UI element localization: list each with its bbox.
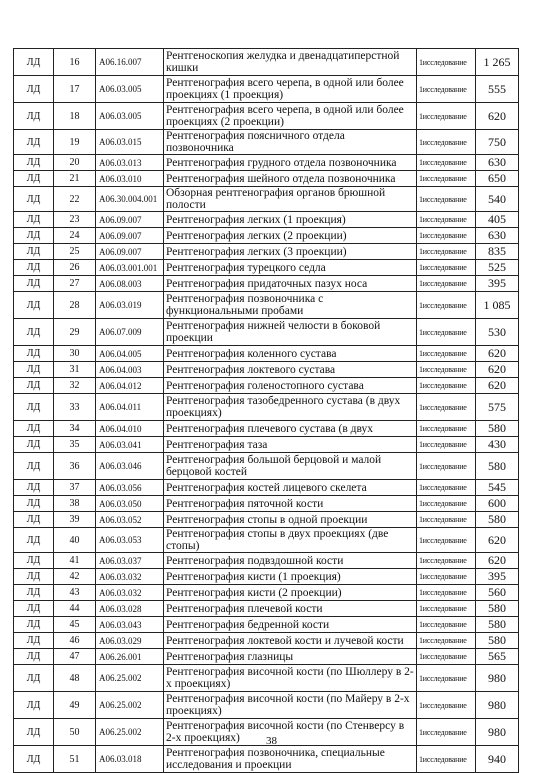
table-row [14,633,519,649]
service-code-cell: A06.03.032 [96,585,164,601]
service-code-cell: A06.03.013 [96,155,164,171]
price-cell: 980 [476,719,519,746]
department-cell: ЛД [14,692,54,719]
service-code-cell: A06.09.007 [96,228,164,244]
service-name-cell: Рентгенография позвоночника, специальные исследования и проекции [164,746,417,773]
unit-cell: 1исследование [417,569,476,585]
row-number-cell: 17 [54,76,96,103]
department-cell: ЛД [14,260,54,276]
table-row [14,528,519,553]
table-row [14,187,519,212]
row-number-cell: 49 [54,692,96,719]
unit-cell: 1исследование [417,746,476,773]
row-number-cell: 28 [54,292,96,319]
table-row [14,260,519,276]
service-name-cell: Рентгенография кисти (1 проекция) [164,569,417,585]
row-number-cell: 21 [54,171,96,187]
service-name-cell: Рентгенография всего черепа, в одной или более проекциях (1 проекция) [164,76,417,103]
price-cell: 540 [476,187,519,212]
service-code-cell: A06.04.010 [96,421,164,437]
service-code-cell: A06.03.046 [96,453,164,480]
table-row [14,319,519,346]
table-row [14,649,519,665]
service-code-cell: A06.03.029 [96,633,164,649]
price-cell: 530 [476,319,519,346]
table-row [14,585,519,601]
price-cell: 395 [476,276,519,292]
table-row [14,569,519,585]
row-number-cell: 34 [54,421,96,437]
department-cell: ЛД [14,649,54,665]
unit-cell: 1исследование [417,437,476,453]
row-number-cell: 46 [54,633,96,649]
price-cell: 580 [476,453,519,480]
department-cell: ЛД [14,244,54,260]
row-number-cell: 36 [54,453,96,480]
service-code-cell: A06.03.018 [96,746,164,773]
table-row [14,437,519,453]
department-cell: ЛД [14,187,54,212]
unit-cell: 1исследование [417,528,476,553]
page-number: 38 [266,735,277,747]
row-number-cell: 47 [54,649,96,665]
unit-cell: 1исследование [417,319,476,346]
unit-cell: 1исследование [417,585,476,601]
unit-cell: 1исследование [417,362,476,378]
price-cell: 650 [476,171,519,187]
unit-cell: 1исследование [417,130,476,155]
unit-cell: 1исследование [417,601,476,617]
service-name-cell: Рентгенография глазницы [164,649,417,665]
table-row [14,665,519,692]
table-row [14,378,519,394]
table-row [14,553,519,569]
table-row [14,394,519,421]
row-number-cell: 41 [54,553,96,569]
price-cell: 620 [476,528,519,553]
department-cell: ЛД [14,617,54,633]
price-cell: 555 [476,76,519,103]
service-code-cell: A06.09.007 [96,212,164,228]
service-name-cell: Рентгеноскопия желудка и двенадцатиперстной кишки [164,49,417,76]
row-number-cell: 16 [54,49,96,76]
department-cell: ЛД [14,453,54,480]
service-code-cell: A06.26.001 [96,649,164,665]
price-cell: 600 [476,496,519,512]
service-name-cell: Рентгенография височной кости (по Шюллеру в 2-х проекциях) [164,665,417,692]
service-code-cell: A06.03.056 [96,480,164,496]
department-cell: ЛД [14,212,54,228]
unit-cell: 1исследование [417,260,476,276]
service-name-cell: Рентгенография придаточных пазух носа [164,276,417,292]
price-cell: 1 085 [476,292,519,319]
department-cell: ЛД [14,171,54,187]
unit-cell: 1исследование [417,212,476,228]
unit-cell: 1исследование [417,155,476,171]
row-number-cell: 44 [54,601,96,617]
price-cell: 575 [476,394,519,421]
service-code-cell: A06.03.019 [96,292,164,319]
department-cell: ЛД [14,76,54,103]
service-code-cell: A06.03.032 [96,569,164,585]
row-number-cell: 23 [54,212,96,228]
unit-cell: 1исследование [417,496,476,512]
table-row [14,212,519,228]
row-number-cell: 18 [54,103,96,130]
price-cell: 430 [476,437,519,453]
price-cell: 620 [476,378,519,394]
department-cell: ЛД [14,319,54,346]
table-row [14,155,519,171]
row-number-cell: 32 [54,378,96,394]
unit-cell: 1исследование [417,346,476,362]
department-cell: ЛД [14,378,54,394]
department-cell: ЛД [14,601,54,617]
row-number-cell: 19 [54,130,96,155]
service-name-cell: Обзорная рентгенография органов брюшной полости [164,187,417,212]
price-cell: 980 [476,692,519,719]
row-number-cell: 26 [54,260,96,276]
service-name-cell: Рентгенография легких (1 проекция) [164,212,417,228]
service-name-cell: Рентгенография стопы в двух проекциях (две стопы) [164,528,417,553]
service-name-cell: Рентгенография легких (2 проекции) [164,228,417,244]
unit-cell: 1исследование [417,103,476,130]
row-number-cell: 39 [54,512,96,528]
department-cell: ЛД [14,719,54,746]
service-name-cell: Рентгенография плечевого сустава (в двух [164,421,417,437]
price-cell: 980 [476,665,519,692]
service-name-cell: Рентгенография турецкого седла [164,260,417,276]
row-number-cell: 48 [54,665,96,692]
price-cell: 750 [476,130,519,155]
price-cell: 405 [476,212,519,228]
department-cell: ЛД [14,480,54,496]
service-name-cell: Рентгенография височной кости (по Стенверсу в 2-х проекциях) [164,719,417,746]
department-cell: ЛД [14,49,54,76]
service-code-cell: A06.04.012 [96,378,164,394]
row-number-cell: 27 [54,276,96,292]
department-cell: ЛД [14,746,54,773]
table-row [14,276,519,292]
unit-cell: 1исследование [417,633,476,649]
service-code-cell: A06.09.007 [96,244,164,260]
department-cell: ЛД [14,633,54,649]
service-code-cell: A06.03.010 [96,171,164,187]
unit-cell: 1исследование [417,512,476,528]
unit-cell: 1исследование [417,228,476,244]
unit-cell: 1исследование [417,292,476,319]
row-number-cell: 25 [54,244,96,260]
price-cell: 525 [476,260,519,276]
unit-cell: 1исследование [417,171,476,187]
price-cell: 1 265 [476,49,519,76]
service-code-cell: A06.25.002 [96,719,164,746]
unit-cell: 1исследование [417,187,476,212]
service-code-cell: A06.04.003 [96,362,164,378]
price-cell: 545 [476,480,519,496]
department-cell: ЛД [14,155,54,171]
price-cell: 580 [476,601,519,617]
row-number-cell: 31 [54,362,96,378]
unit-cell: 1исследование [417,421,476,437]
table-row [14,130,519,155]
service-name-cell: Рентгенография локтевой кости и лучевой кости [164,633,417,649]
unit-cell: 1исследование [417,49,476,76]
row-number-cell: 38 [54,496,96,512]
unit-cell: 1исследование [417,244,476,260]
price-list-body [14,49,519,773]
table-row [14,692,519,719]
service-code-cell: A06.03.050 [96,496,164,512]
service-code-cell: A06.03.053 [96,528,164,553]
service-name-cell: Рентгенография шейного отдела позвоночника [164,171,417,187]
service-name-cell: Рентгенография подвздошной кости [164,553,417,569]
service-code-cell: A06.03.037 [96,553,164,569]
service-code-cell: A06.08.003 [96,276,164,292]
table-row [14,617,519,633]
service-code-cell: A06.07.009 [96,319,164,346]
row-number-cell: 22 [54,187,96,212]
price-cell: 620 [476,346,519,362]
service-name-cell: Рентгенография грудного отдела позвоночника [164,155,417,171]
unit-cell: 1исследование [417,692,476,719]
service-code-cell: A06.04.005 [96,346,164,362]
table-row [14,76,519,103]
service-code-cell: A06.04.011 [96,394,164,421]
table-row [14,49,519,76]
unit-cell: 1исследование [417,553,476,569]
unit-cell: 1исследование [417,617,476,633]
service-code-cell: A06.03.001.001 [96,260,164,276]
unit-cell: 1исследование [417,719,476,746]
service-name-cell: Рентгенография кисти (2 проекции) [164,585,417,601]
price-cell: 395 [476,569,519,585]
table-row [14,362,519,378]
row-number-cell: 20 [54,155,96,171]
row-number-cell: 40 [54,528,96,553]
price-cell: 620 [476,553,519,569]
service-name-cell: Рентгенография локтевого сустава [164,362,417,378]
unit-cell: 1исследование [417,394,476,421]
service-name-cell: Рентгенография позвоночника с функциональными пробами [164,292,417,319]
service-name-cell: Рентгенография плечевой кости [164,601,417,617]
service-code-cell: A06.03.015 [96,130,164,155]
department-cell: ЛД [14,528,54,553]
table-row [14,746,519,773]
table-row [14,453,519,480]
unit-cell: 1исследование [417,378,476,394]
table-row [14,601,519,617]
row-number-cell: 50 [54,719,96,746]
department-cell: ЛД [14,292,54,319]
unit-cell: 1исследование [417,276,476,292]
price-cell: 630 [476,155,519,171]
table-row [14,496,519,512]
price-cell: 620 [476,103,519,130]
price-cell: 565 [476,649,519,665]
department-cell: ЛД [14,421,54,437]
row-number-cell: 33 [54,394,96,421]
service-name-cell: Рентгенография большой берцовой и малой берцовой костей [164,453,417,480]
service-code-cell: A06.03.028 [96,601,164,617]
table-row [14,244,519,260]
price-cell: 580 [476,633,519,649]
department-cell: ЛД [14,585,54,601]
row-number-cell: 29 [54,319,96,346]
unit-cell: 1исследование [417,76,476,103]
row-number-cell: 45 [54,617,96,633]
service-code-cell: A06.03.043 [96,617,164,633]
unit-cell: 1исследование [417,453,476,480]
row-number-cell: 30 [54,346,96,362]
price-cell: 580 [476,421,519,437]
department-cell: ЛД [14,346,54,362]
service-code-cell: A06.03.041 [96,437,164,453]
service-name-cell: Рентгенография бедренной кости [164,617,417,633]
department-cell: ЛД [14,512,54,528]
service-code-cell: A06.03.005 [96,76,164,103]
price-list-table [13,48,519,773]
table-row [14,171,519,187]
table-row [14,103,519,130]
department-cell: ЛД [14,394,54,421]
table-row [14,228,519,244]
row-number-cell: 24 [54,228,96,244]
row-number-cell: 35 [54,437,96,453]
price-cell: 560 [476,585,519,601]
price-cell: 580 [476,617,519,633]
price-cell: 620 [476,362,519,378]
department-cell: ЛД [14,228,54,244]
service-code-cell: A06.25.002 [96,665,164,692]
service-name-cell: Рентгенография таза [164,437,417,453]
service-name-cell: Рентгенография височной кости (по Майеру в 2-х проекциях) [164,692,417,719]
row-number-cell: 37 [54,480,96,496]
department-cell: ЛД [14,362,54,378]
service-name-cell: Рентгенография тазобедренного сустава (в двух проекциях) [164,394,417,421]
table-row [14,480,519,496]
department-cell: ЛД [14,553,54,569]
department-cell: ЛД [14,569,54,585]
service-code-cell: A06.16.007 [96,49,164,76]
row-number-cell: 51 [54,746,96,773]
service-code-cell: A06.30.004.001 [96,187,164,212]
price-cell: 835 [476,244,519,260]
unit-cell: 1исследование [417,649,476,665]
service-name-cell: Рентгенография пяточной кости [164,496,417,512]
unit-cell: 1исследование [417,665,476,692]
service-name-cell: Рентгенография всего черепа, в одной или более проекциях (2 проекции) [164,103,417,130]
service-name-cell: Рентгенография костей лицевого скелета [164,480,417,496]
table-row [14,346,519,362]
service-code-cell: A06.25.002 [96,692,164,719]
service-name-cell: Рентгенография легких (3 проекции) [164,244,417,260]
row-number-cell: 42 [54,569,96,585]
department-cell: ЛД [14,496,54,512]
price-cell: 580 [476,512,519,528]
unit-cell: 1исследование [417,480,476,496]
department-cell: ЛД [14,665,54,692]
table-row [14,292,519,319]
service-code-cell: A06.03.005 [96,103,164,130]
department-cell: ЛД [14,437,54,453]
price-cell: 940 [476,746,519,773]
department-cell: ЛД [14,103,54,130]
table-row [14,421,519,437]
service-name-cell: Рентгенография поясничного отдела позвоночника [164,130,417,155]
service-name-cell: Рентгенография голеностопного сустава [164,378,417,394]
service-name-cell: Рентгенография нижней челюсти в боковой проекции [164,319,417,346]
table-row [14,512,519,528]
row-number-cell: 43 [54,585,96,601]
department-cell: ЛД [14,276,54,292]
department-cell: ЛД [14,130,54,155]
service-name-cell: Рентгенография коленного сустава [164,346,417,362]
price-cell: 630 [476,228,519,244]
service-name-cell: Рентгенография стопы в одной проекции [164,512,417,528]
service-code-cell: A06.03.052 [96,512,164,528]
